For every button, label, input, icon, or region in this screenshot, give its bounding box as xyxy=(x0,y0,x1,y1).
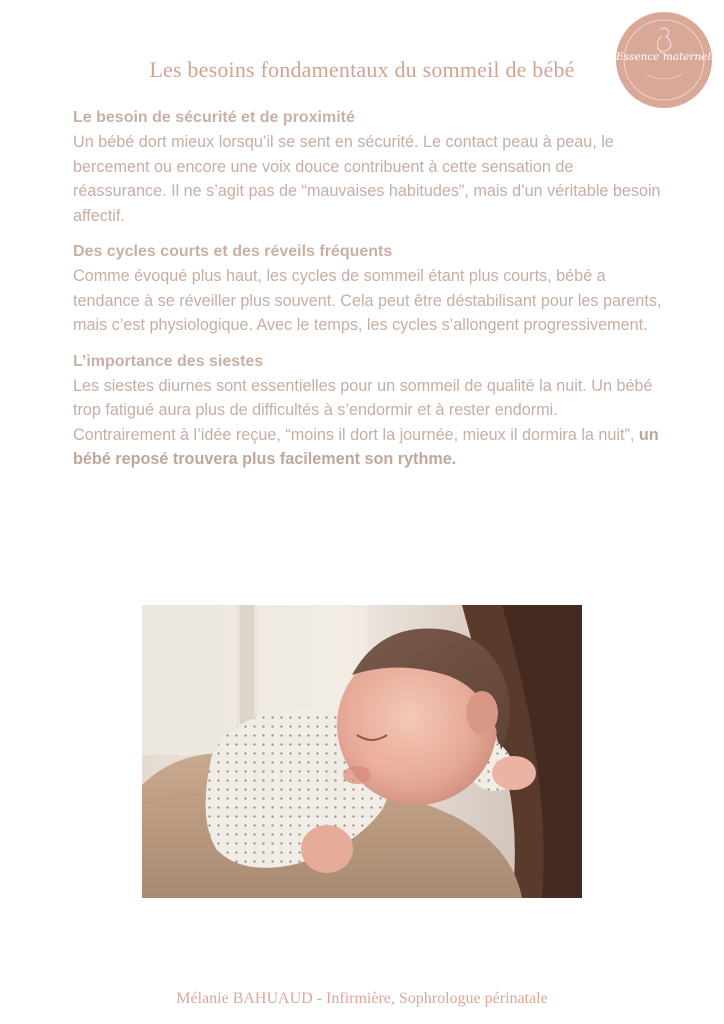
brand-logo xyxy=(616,12,721,108)
section-text: Un bébé dort mieux lorsqu’il se sent en sécurité. Le contact peau à peau, le bercement ou encore une voix douce contribuent à cette sensation de réassurance. Il ne s’agit pas de “mauvaises habitudes”, mais d’un véritable besoin affectif. xyxy=(73,133,661,225)
sleeping-baby-photo xyxy=(142,605,582,898)
section-heading: Des cycles courts et des réveils fréquents xyxy=(73,243,393,260)
section-text-regular: Les siestes diurnes sont essentielles pour un sommeil de qualité la nuit. Un bébé trop fatigué aura plus de difficultés à s’endormir et à rester endormi. Contrairement à l’idée reçue, “moins il dort la journée, mieux il dormira la nuit”, xyxy=(73,376,653,444)
logo-text: Essence maternelle xyxy=(616,51,721,63)
section-text: Comme évoqué plus haut, les cycles de sommeil étant plus courts, bébé a tendance à se réveiller plus souvent. Cela peut être déstabilisant pour les parents, mais c’est physiologique. Avec le temps, les cycles s’allongent progressivement. xyxy=(73,267,662,334)
footer-credit: Mélanie BAHUAUD - Infirmière, Sophrologue périnatale xyxy=(176,990,548,1007)
section-cycles xyxy=(73,240,663,338)
section-heading: Le besoin de sécurité et de proximité xyxy=(73,109,355,126)
main-content xyxy=(73,106,663,484)
section-naps xyxy=(73,350,663,472)
section-text-bold: un bébé reposé trouvera plus facilement son rythme. xyxy=(73,425,659,468)
section-text xyxy=(73,374,663,472)
section-security xyxy=(73,106,663,228)
page-title: Les besoins fondamentaux du sommeil de bébé xyxy=(149,57,575,82)
section-heading: L’importance des siestes xyxy=(73,352,264,370)
